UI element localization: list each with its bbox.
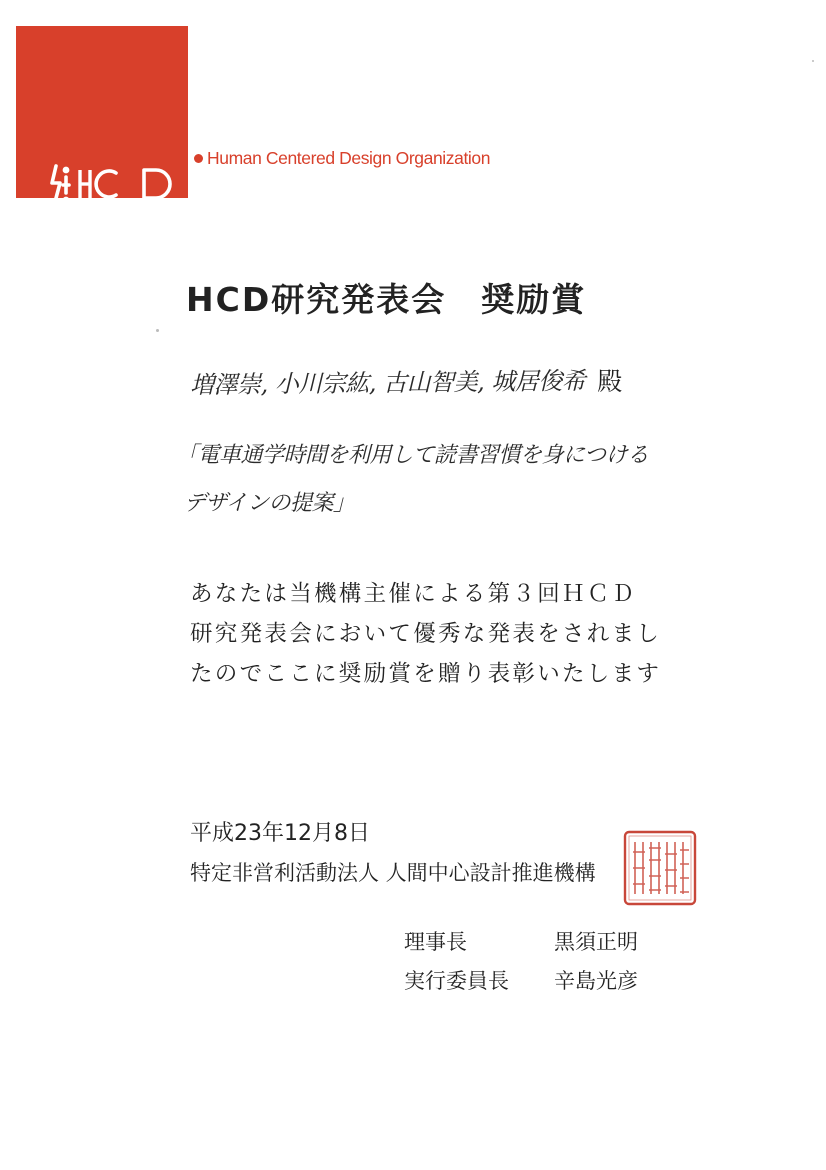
citation-line: 研究発表会において優秀な発表をされまし [190,621,662,647]
signatory-name: 黒須正明 [554,930,638,954]
issuing-organization: 特定非営利活動法人 人間中心設計推進機構 [190,861,596,885]
scan-speck [156,329,159,332]
presentation-title [176,432,656,528]
hcd-logo-mark-icon [46,161,186,207]
signatory-role: 理事長 [404,930,467,954]
honorific: 殿 [597,367,623,396]
award-title: HCD研究発表会 奨励賞 [186,280,587,319]
hcd-logo-block [16,26,188,198]
signatory-role: 実行委員長 [404,969,509,993]
recipients-line [190,360,622,400]
recipient-names: 増澤崇, 小川宗紘, 古山智美, 城居俊希 [189,366,586,399]
award-date: 平成23年12月8日 [190,821,370,846]
organization-tagline [194,147,490,169]
official-seal-icon [623,830,697,906]
citation-text [190,574,661,694]
citation-line: あなたは当機構主催による第３回ＨＣＤ [190,581,637,607]
organization-name: Human Centered Design Organization [207,147,491,168]
presentation-title-line: デザインの提案」 [184,491,355,516]
bullet-dot-icon [194,154,203,163]
signatory-row-chairman [404,926,638,956]
signatory-name: 辛島光彦 [554,969,638,993]
presentation-title-line: 「電車通学時間を利用して読書習慣を身につける [176,443,649,468]
citation-line: たのでここに奨励賞を贈り表彰いたします [190,661,662,687]
scan-speck [812,60,814,62]
signatory-row-committee-chair [404,965,638,995]
